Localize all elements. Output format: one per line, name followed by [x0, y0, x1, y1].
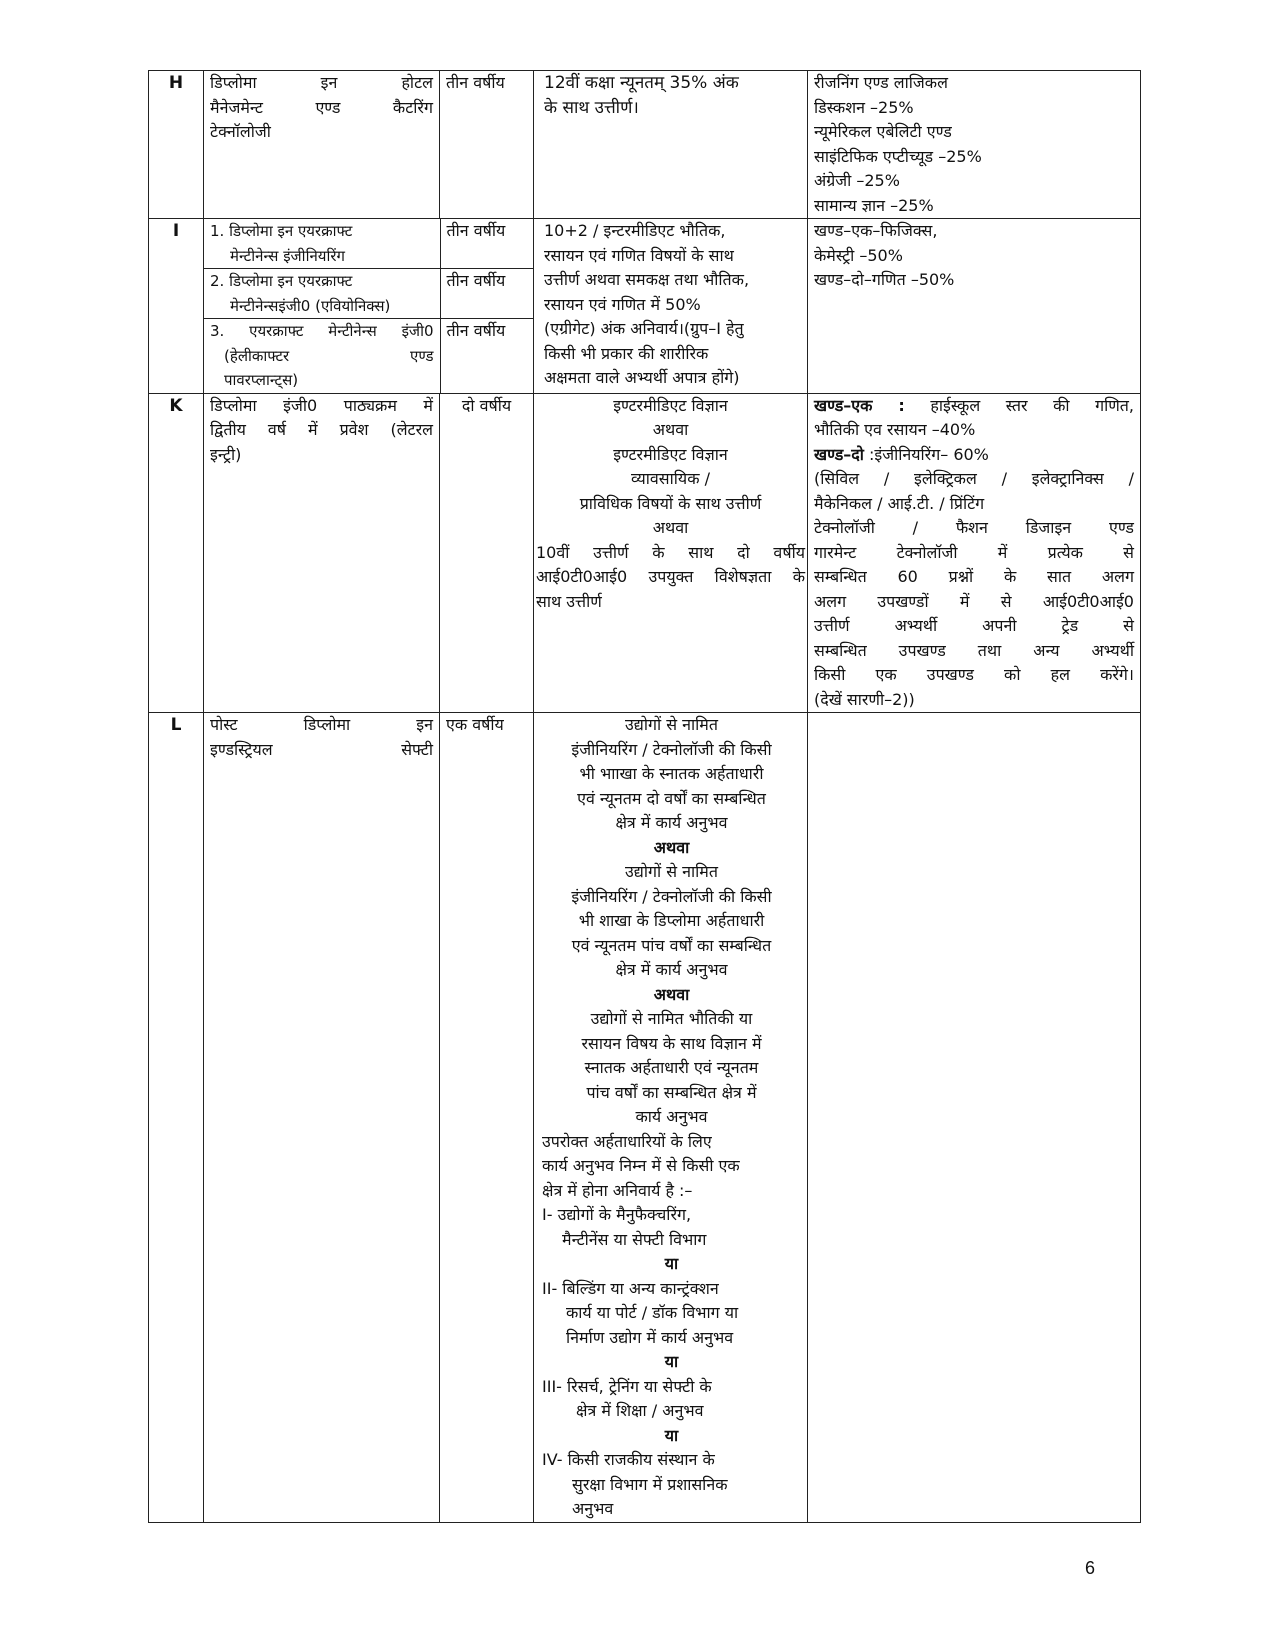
duration: तीन वर्षीय	[440, 71, 534, 219]
sub-course-row	[204, 219, 534, 269]
qualification: उद्योगों से नामित इंजीनियरिंग / टेक्नोलॉजी की किसी भी भााखा के स्नातक अर्हताधारी एवं न्यूनतम दो वर्षों का सम्बन्धित क्षेत्र में कार्य अनुभव अथवा उद्योगों से नामित इंजीनियरिंग / टेक्नोलॉजी की किसी भी शाखा के डिप्लोमा अर्हताधारी एवं न्यूनतम पांच वर्षों का सम्बन्धित क्षेत्र में कार्य अनुभव अथवा उद्योगों से नामित भौतिकी या रसायन विषय के साथ विज्ञान में स्नातक अर्हताधारी एवं न्यूनतम पांच वर्षों का सम्बन्धित क्षेत्र में कार्य अनुभव उपरोक्त अर्हताधारियों के लिए कार्य अनुभव निम्न में से किसी एक क्षेत्र में होना अनिवार्य है :– I- उद्योगों के मैनुफैक्चरिंग, मैन्टीनेंस या सेफ्टी विभाग या II- बिल्डिंग या अन्य कान्ट्रंक्शन कार्य या पोर्ट / डॉक विभाग या निर्माण उद्योग में कार्य अनुभव या III- रिसर्च, ट्रेनिंग या सेफ्टी के क्षेत्र में शिक्षा / अनुभव या IV- किसी राजकीय संस्थान के सुरक्षा विभाग में प्रशासनिक अनुभव	[534, 713, 808, 1523]
table-row-h	[149, 71, 1141, 219]
section-one-label: खण्ड–एक :	[814, 395, 905, 415]
or-separator: या	[664, 1425, 679, 1445]
duration: दो वर्षीय	[440, 393, 534, 713]
sub-course-row	[204, 319, 534, 393]
sub-courses	[204, 219, 534, 393]
row-code: K	[149, 393, 204, 713]
qualification: इण्टरमीडिएट विज्ञान अथवा इण्टरमीडिएट विज्ञान व्यावसायिक / प्राविधिक विषयों के साथ उत्तीर्ण अथवा 10वीं उत्तीर्ण के साथ दो वर्षीय आई0टी0आई0 उपयुक्त विशेषज्ञता के साथ उत्तीर्ण	[534, 393, 808, 713]
exam-syllabus: रीजनिंग एण्ड लाजिकल डिस्कशन –25% न्यूमेरिकल एबेलिटी एण्ड साइंटिफिक एप्टीच्यूड –25% अंग्रेजी –25% सामान्य ज्ञान –25%	[808, 71, 1141, 219]
exam-syllabus: खण्ड–एक–फिजिक्स, केमेस्ट्री –50% खण्ड–दो–गणित –50%	[808, 219, 1141, 394]
or-separator: अथवा	[653, 984, 690, 1004]
row-code: L	[149, 713, 204, 1523]
or-separator: या	[664, 1352, 679, 1371]
table-row-l	[149, 713, 1141, 1523]
row-code: I	[149, 219, 204, 394]
sub-course-duration: तीन वर्षीय	[446, 321, 506, 340]
section-two-label: खण्ड–दो	[814, 444, 864, 464]
page-number: 6	[1085, 1558, 1096, 1578]
exam-syllabus: खण्ड–एक : हाईस्कूल स्तर की गणित, भौतिकी एव रसायन –40% खण्ड–दो :इंजीनियरिंग– 60% (सिविल / इलेक्ट्रिकल / इलेक्ट्रानिक्स / मैकेनिकल / आई.टी. / प्रिंटिंग टेक्नोलॉजी / फैशन डिजाइन एण्ड गारमेन्ट टेक्नोलॉजी में प्रत्येक से सम्बन्धित 60 प्रश्नों के सात अलग अलग उपखण्डों में से आई0टी0आई0 उत्तीर्ण अभ्यर्थी अपनी ट्रेड से सम्बन्धित उपखण्ड तथा अन्य अभ्यर्थी किसी एक उपखण्ड को हल करेंगे। (देखें सारणी–2))	[808, 393, 1141, 713]
sub-course-row	[204, 269, 534, 319]
qualification: 10+2 / इन्टरमीडिएट भौतिक, रसायन एवं गणित विषयों के साथ उत्तीर्ण अथवा समकक्ष तथा भौतिक, रसायन एवं गणित में 50% (एग्रीगेट) अंक अनिवार्य।(ग्रुप–I हेतु किसी भी प्रकार की शारीरिक अक्षमता वाले अभ्यर्थी अपात्र होंगे)	[534, 219, 808, 394]
course-list	[204, 219, 534, 394]
course-name: डिप्लोमा इंजी0 पाठ्यक्रम में द्वितीय वर्ष में प्रवेश (लेटरल इन्ट्री)	[204, 393, 440, 713]
exam-syllabus	[808, 713, 1141, 1523]
sub-course-name: 3. एयरक्राफ्ट मेन्टीनेन्स इंजी0 (हेलीकाफ्टर एण्ड पावरप्लान्ट्स)	[204, 319, 440, 393]
course-table	[148, 70, 1141, 1523]
table-row-i	[149, 219, 1141, 394]
row-code: H	[149, 71, 204, 219]
or-separator: या	[664, 1254, 679, 1273]
sub-course-name: 2. डिप्लोमा इन एयरक्राफ्ट मेन्टीनेन्सइंजी0 (एवियोनिक्स)	[204, 269, 440, 319]
sub-course-name: 1. डिप्लोमा इन एयरक्राफ्ट मेन्टीनेन्स इंजीनियरिंग	[204, 219, 440, 269]
sub-course-duration: तीन वर्षीय	[440, 219, 534, 269]
sub-course-duration: तीन वर्षीय	[440, 269, 534, 319]
course-name: पोस्ट डिप्लोमा इन इण्डस्ट्रियल सेफ्टी	[204, 713, 440, 1523]
duration: एक वर्षीय	[440, 713, 534, 1523]
or-separator: अथवा	[653, 837, 690, 857]
table-row-k	[149, 393, 1141, 713]
qualification: 12वीं कक्षा न्यूनतम् 35% अंक के साथ उत्तीर्ण।	[534, 71, 808, 219]
course-name: डिप्लोमा इन होटल मैनेजमेन्ट एण्ड कैटरिंग टेक्नॉलोजी	[204, 71, 440, 219]
